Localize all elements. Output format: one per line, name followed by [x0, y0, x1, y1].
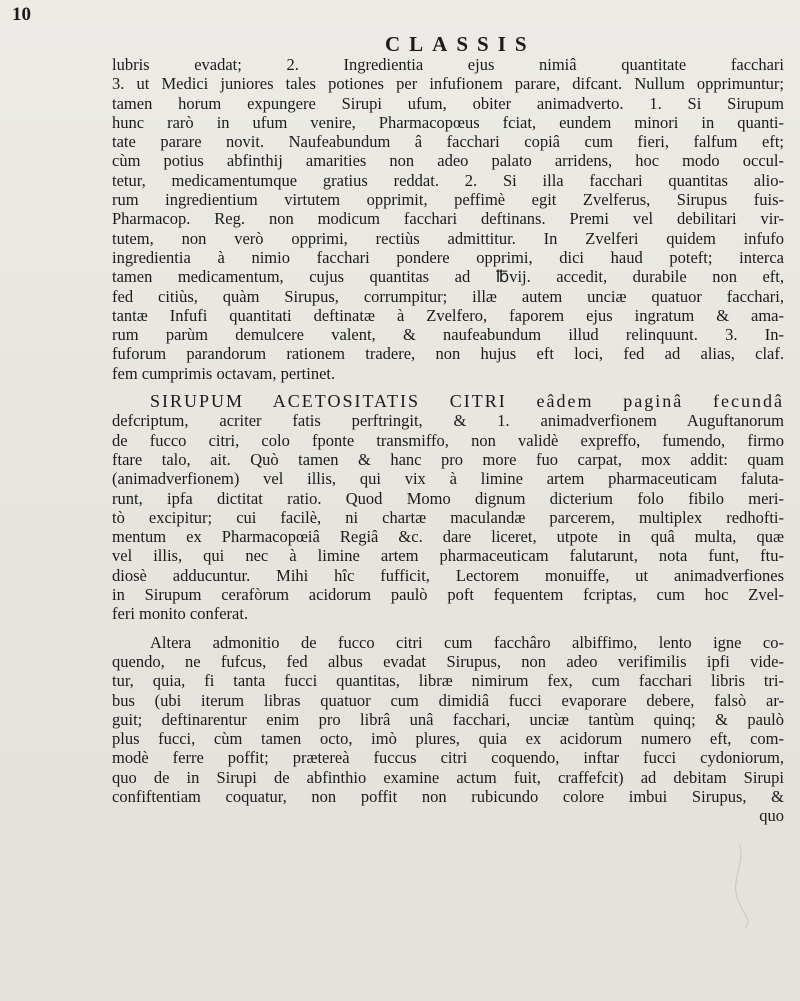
text-line: in Sirupum cerafòrum acidorum paulò poft fequentem fcriptas, cum hoc Zvel- [112, 585, 784, 605]
text-line: de fucco citri, colo fponte transmiffo, non validè expreffo, fumendo, firmo [112, 430, 784, 450]
text-line: ingredientia à nimio facchari pondere opprimi, dici haud poteft; interca [112, 247, 784, 267]
text-line: rum ingredientium virtutem opprimit, peffimè egit Zvelferus, Sirupus fuis- [112, 190, 784, 210]
paragraph-gap [112, 624, 784, 633]
text-line: bus (ubi iterum libras quatuor cum dimidiâ fucci evaporare debere, falsò ar- [112, 690, 784, 710]
text-line: cùm potius abfinthij amarities non adeo palato arridens, hoc modo occul- [112, 151, 784, 171]
text-line: tò excipitur; cui facilè, ni chartæ maculandæ parcerem, multiplex redhofti- [112, 507, 784, 527]
text-line: hunc rarò in ufum venire, Pharmacopœus fciat, eundem minori in quanti- [112, 112, 784, 132]
text-line: tamen horum expungere Sirupi ufum, obiter animadverto. 1. Si Sirupum [112, 93, 784, 113]
text-line: tur, quia, fi tanta fucci quantitas, libræ nimirum fex, cum facchari libris tri- [112, 671, 784, 691]
text-line: Altera admonitio de fucco citri cum facchâro albiffimo, lento igne co- [150, 632, 784, 652]
text-line: runt, ipfa dictitat ratio. Quod Momo dignum dicterium folo fibilo meri- [112, 488, 784, 508]
text-line: tutem, non verò opprimi, rectiùs admittitur. In Zvelferi quidem infufo [112, 228, 784, 248]
text-line: tate parare novit. Naufeabundum â facchari copiâ cum fieri, falfum eft; [112, 132, 784, 152]
section-heading-line: SIRUPUM ACETOSITATIS CITRI eâdem paginâ fecundâ [150, 392, 784, 412]
text-line: confiftentiam coquatur, non poffit non rubicundo colore imbui Sirupus, & [112, 786, 784, 806]
text-line: plus fucci, cùm tamen octo, imò plures, quia ex acidorum numero eft, com- [112, 729, 784, 749]
body-text [112, 55, 784, 826]
ink-smear-mark [700, 840, 770, 930]
text-line: mentum ex Pharmacopœiâ Regiâ &c. dare liceret, utpote in quâ multa, quæ [112, 527, 784, 547]
page-number: 10 [12, 4, 31, 25]
text-line: (animadverfionem) vel illis, qui vix à limine artem pharmaceuticam faluta- [112, 469, 784, 489]
text-line: Pharmacop. Reg. non modicum facchari deftinans. Premi vel debilitari vir- [112, 209, 784, 229]
text-line: diosè adducuntur. Mihi hîc fufficit, Lectorem monuiffe, ut animadverfiones [112, 565, 784, 585]
text-line: ftare talo, ait. Quò tamen & hanc pro more fuo carpat, mox addit: quam [112, 449, 784, 469]
text-line: rum parùm demulcere valent, & naufeabundum illud relinquunt. 3. In- [112, 325, 784, 345]
text-line: quendo, ne fufcus, fed albus evadat Sirupus, non adeo verifimilis ipfi vide- [112, 651, 784, 671]
text-line: modè ferre poffit; prætereà fuccus citri coquendo, inftar fucci cydoniorum, [112, 748, 784, 768]
text-line: quo de in Sirupi de abfinthio examine actum fuit, craffefcit) ad debitam Sirupi [112, 767, 784, 787]
paragraph-gap [112, 383, 784, 392]
text-line: fed citiùs, quàm Sirupus, corrumpitur; illæ autem unciæ quatuor facchari, [112, 286, 784, 306]
text-line: tantæ Infufi quantitati deftinatæ à Zvelfero, faporem ejus ingratum & ama- [112, 305, 784, 325]
text-line: guit; deftinarentur enim pro librâ unâ facchari, unciæ tantùm quinq; & paulò [112, 709, 784, 729]
running-head: CLASSIS [385, 32, 536, 56]
text-line: fem cumprimis octavam, pertinet. [112, 363, 336, 383]
text-line: tetur, medicamentumque gratius reddat. 2. Si illa facchari quantitas alio- [112, 170, 784, 190]
text-line: lubris evadat; 2. Ingredientia ejus nimiâ quantitate facchari [112, 55, 784, 74]
catchword: quo [759, 806, 784, 826]
text-line: vel illis, qui nec à limine artem pharmaceuticam falutarunt, nota funt, ftu- [112, 546, 784, 566]
text-line: feri monito conferat. [112, 604, 249, 624]
text-line: defcriptum, acriter fatis perftringit, & 1. animadverfionem Auguftanorum [112, 411, 784, 431]
text-line: fuforum parandorum rationem tradere, non hujus eft loci, fed ad alias, claf. [112, 344, 784, 364]
text-line: 3. ut Medici juniores tales potiones per infufionem parare, difcant. Nullum opprimuntur; [112, 74, 784, 94]
text-line: tamen medicamentum, cujus quantitas ad ℔vij. accedit, durabile non eft, [112, 267, 784, 287]
